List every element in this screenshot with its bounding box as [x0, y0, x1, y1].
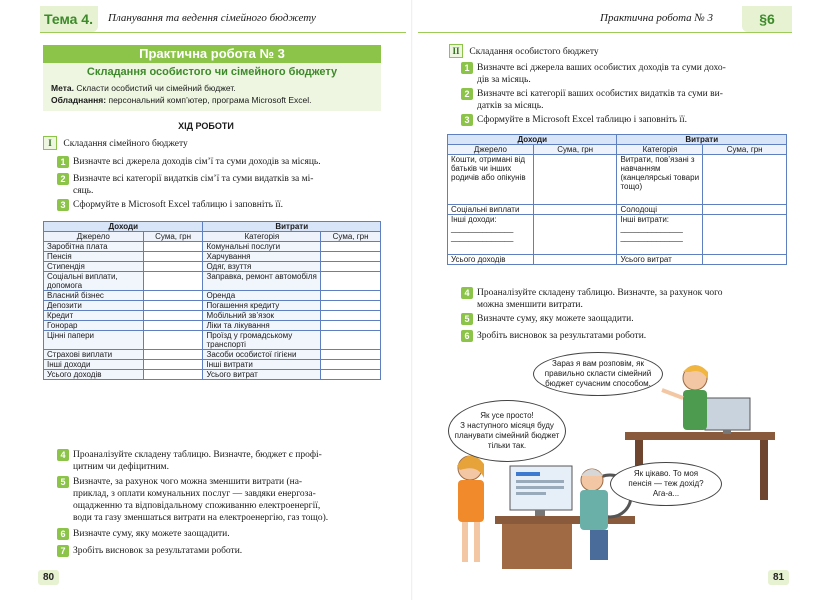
blank-line: ______________	[451, 233, 514, 242]
step-number: 3	[461, 114, 473, 126]
income-cell: Соціальні виплати, допомога	[44, 272, 144, 291]
step-text: Визначте всі джерела ваших особистих доходів та суми дохо-	[477, 63, 726, 73]
income-cell: Гонорар	[44, 321, 144, 331]
equipment-text: персональний комп’ютер, програма Microsoft Excel.	[108, 95, 312, 105]
goal-text: Скласти особистий чи сімейний бюджет.	[76, 83, 236, 93]
step-number: 7	[57, 545, 69, 557]
table-row	[448, 255, 787, 265]
right-header	[418, 6, 792, 33]
col-amount: Сума, грн	[533, 145, 617, 155]
income-cell: Цінні папери	[44, 331, 144, 350]
blank-line: ______________	[620, 233, 683, 242]
topic-title: Планування та ведення сімейного бюджету	[108, 12, 316, 24]
table-row	[44, 272, 381, 291]
other-expense-label: Інші витрати:	[620, 215, 670, 224]
table-row	[44, 311, 381, 321]
bubble-text: тільки так.	[487, 441, 527, 450]
expense-cell: Ліки та лікування	[203, 321, 321, 331]
practical-subtitle: Складання особистого чи сімейного бюджету	[86, 66, 338, 78]
paragraph-label: §6	[742, 6, 792, 32]
step-text: Визначте всі джерела доходів сім’ї та суми доходів за місяць.	[73, 157, 321, 167]
equipment-label: Обладнання:	[51, 95, 107, 105]
goal-line	[51, 83, 236, 93]
step-number: 6	[57, 528, 69, 540]
expense-cell: Солодощі	[617, 205, 703, 215]
step-number: 2	[461, 88, 473, 100]
step-number: 1	[461, 62, 473, 74]
bubble-text: бюджет сучасним способом.	[545, 379, 651, 388]
income-cell: Соціальні виплати	[448, 205, 534, 215]
step-text: Зробіть висновок за результатами роботи.	[477, 331, 647, 341]
expense-cell: Витрати, пов’язані з навчанням (канцелярські товари тощо)	[617, 155, 703, 205]
bubble-text: Зараз я вам розповім, як	[552, 359, 644, 368]
step-2	[57, 173, 387, 197]
step-text: ощадженню та відповідальному споживанню електроенергії,	[73, 501, 321, 511]
table-row	[44, 350, 381, 360]
income-cell: Депозити	[44, 301, 144, 311]
income-cell	[448, 215, 534, 255]
step-text: сяць.	[73, 186, 94, 196]
expense-total: Усього витрат	[617, 255, 703, 265]
procedure-heading: ХІД РОБОТИ	[178, 121, 234, 131]
bubble-text: планувати сімейний бюджет	[454, 431, 560, 440]
table-row	[44, 321, 381, 331]
practical-header-title: Практична робота № 3	[600, 12, 714, 24]
step-text: Сформуйте в Microsoft Excel таблицю і заповніть її.	[477, 115, 688, 125]
blank-line: ______________	[620, 224, 683, 233]
income-total: Усього доходів	[44, 370, 144, 380]
teacher-desk	[625, 432, 775, 440]
section-roman: II	[449, 44, 463, 58]
table-row	[44, 242, 381, 252]
col-amount: Сума, грн	[143, 232, 203, 242]
personal-budget-table	[447, 134, 787, 265]
income-cell: Пенсія	[44, 252, 144, 262]
grandma-speech-bubble	[610, 462, 722, 506]
step-text: Визначте всі категорії видатків сім’ї та суми видатків за мі-	[73, 174, 314, 184]
practical-banner: Практична робота № 3	[43, 45, 381, 63]
col-category: Категорія	[203, 232, 321, 242]
step-number: 3	[57, 199, 69, 211]
bubble-text: Як усе просто!	[480, 411, 534, 420]
col-source: Джерело	[448, 145, 534, 155]
table-row	[44, 252, 381, 262]
step-number: 4	[461, 287, 473, 299]
table-row	[448, 215, 787, 255]
expense-header: Витрати	[203, 222, 381, 232]
table-row	[44, 262, 381, 272]
expense-cell: Проїзд у громадському транспорті	[203, 331, 321, 350]
table-row	[44, 301, 381, 311]
section-two	[449, 44, 599, 58]
girl-speech-bubble	[448, 400, 566, 462]
expense-cell: Мобільний зв’язок	[203, 311, 321, 321]
expense-cell: Оренда	[203, 291, 321, 301]
col-amount: Сума, грн	[321, 232, 381, 242]
family-budget-table	[43, 221, 381, 380]
income-cell: Заробітна плата	[44, 242, 144, 252]
expense-cell: Заправка, ремонт автомобіля	[203, 272, 321, 291]
step-text: можна зменшити витрати.	[477, 300, 583, 310]
equipment-line	[51, 95, 312, 105]
other-income-label: Інші доходи:	[451, 215, 497, 224]
expense-cell: Одяг, взуття	[203, 262, 321, 272]
table-row	[44, 331, 381, 350]
section-roman: I	[43, 136, 57, 150]
expense-cell: Засоби особистої гігієни	[203, 350, 321, 360]
monitor-icon	[705, 398, 750, 430]
expense-cell: Харчування	[203, 252, 321, 262]
bubble-text: Як цікаво. То моя	[633, 469, 699, 478]
step-number: 5	[57, 476, 69, 488]
blank-line: ______________	[451, 224, 514, 233]
col-source: Джерело	[44, 232, 144, 242]
bubble-text: З наступного місяця буду	[460, 421, 554, 430]
step-text: Проаналізуйте складену таблицю. Визначте, бюджет є профі-	[73, 450, 322, 460]
step-number: 6	[461, 330, 473, 342]
left-header	[40, 6, 406, 33]
left-page	[0, 0, 412, 600]
table-row	[44, 370, 381, 380]
col-amount: Сума, грн	[703, 145, 787, 155]
step-text: приклад, з оплати комунальних послуг — завдяки енергоза-	[73, 489, 316, 499]
goal-label: Мета.	[51, 83, 74, 93]
income-cell: Кредит	[44, 311, 144, 321]
section-one	[43, 136, 188, 150]
bubble-text: пенсія — теж дохід?	[628, 479, 704, 488]
topic-label: Тема 4.	[40, 6, 98, 32]
section-title: Складання сімейного бюджету	[63, 139, 188, 149]
practical-box	[43, 63, 381, 111]
step-number: 2	[57, 173, 69, 185]
expense-total: Усього витрат	[203, 370, 321, 380]
expense-cell: Комунальні послуги	[203, 242, 321, 252]
step-number: 4	[57, 449, 69, 461]
expense-cell: Погашення кредиту	[203, 301, 321, 311]
expense-cell	[617, 215, 703, 255]
step-number: 5	[461, 313, 473, 325]
step-text: Зробіть висновок за результатами роботи.	[73, 546, 243, 556]
income-total: Усього доходів	[448, 255, 534, 265]
income-cell: Страхові виплати	[44, 350, 144, 360]
income-header: Доходи	[448, 135, 617, 145]
section-title: Складання особистого бюджету	[469, 47, 599, 57]
income-header: Доходи	[44, 222, 203, 232]
step-text: води та газу зменшаться витрати на електроенергію, газ тощо).	[73, 513, 329, 523]
page-number: 81	[768, 570, 789, 585]
step-text: датків за місяць.	[477, 101, 544, 111]
table-row	[448, 205, 787, 215]
step-text: Визначте всі категорії ваших особистих видатків та суми ви-	[477, 89, 723, 99]
table-row	[44, 291, 381, 301]
income-cell: Власний бізнес	[44, 291, 144, 301]
step-text: дів за місяць.	[477, 75, 531, 85]
step-number: 1	[57, 156, 69, 168]
col-category: Категорія	[617, 145, 703, 155]
step-text: цитним чи дефіцитним.	[73, 462, 169, 472]
page-number: 80	[38, 570, 59, 585]
step-text: Визначте суму, яку можете заощадити.	[477, 314, 634, 324]
bubble-text: Ага-а...	[652, 489, 680, 498]
step-text: Визначте, за рахунок чого можна зменшити витрати (на-	[73, 477, 303, 487]
bubble-text: правильно скласти сімейний	[544, 369, 652, 378]
teacher-speech-bubble	[533, 352, 663, 396]
table-row	[448, 155, 787, 205]
step-text: Визначте суму, яку можете заощадити.	[73, 529, 230, 539]
expense-header: Витрати	[617, 135, 787, 145]
expense-cell: Інші витрати	[203, 360, 321, 370]
step-text: Проаналізуйте складену таблицю. Визначте, за рахунок чого	[477, 288, 723, 298]
income-cell: Інші доходи	[44, 360, 144, 370]
table-row	[44, 360, 381, 370]
step-text: Сформуйте в Microsoft Excel таблицю і заповніть її.	[73, 200, 284, 210]
income-cell: Кошти, отримані від батьків чи інших родичів або опікунів	[448, 155, 534, 205]
income-cell: Стипендія	[44, 262, 144, 272]
